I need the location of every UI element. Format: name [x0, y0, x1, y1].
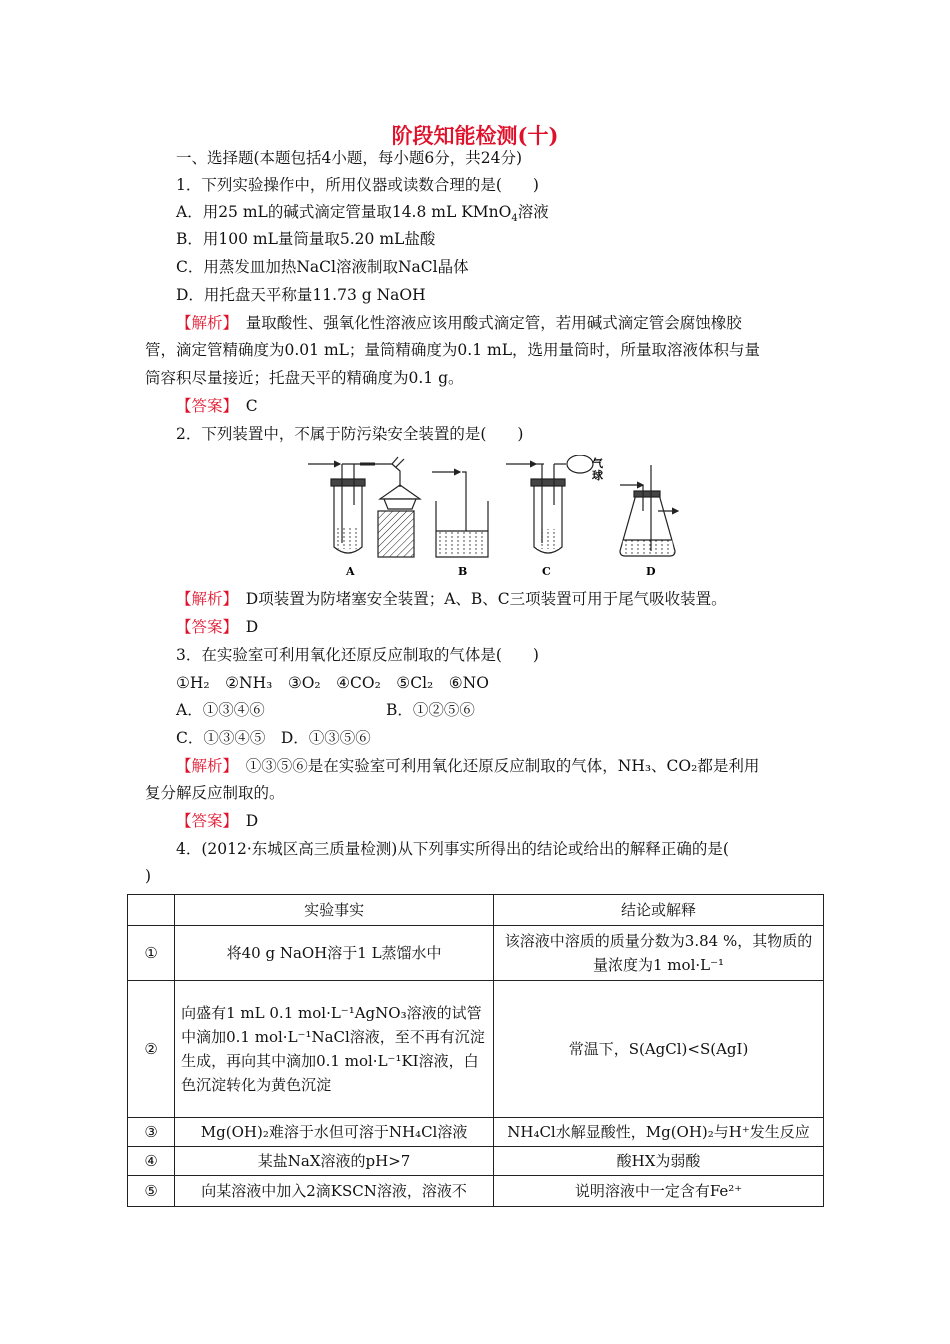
analysis-tag: 【解析】	[176, 314, 231, 332]
q3-option-b: B．①②⑤⑥	[386, 701, 475, 719]
q1-analysis-line3: 筒容积尽量接近；托盘天平的精确度为0.1 g。	[145, 369, 464, 387]
q1-option-a: A．用25 mL的碱式滴定管量取14.8 mL KMnO$_4$溶液	[176, 203, 549, 225]
q1-option-d: D．用托盘天平称量11.73 g NaOH	[176, 286, 426, 304]
q2-answer: 【答案】 D	[176, 618, 259, 636]
answer-tag: 【答案】	[176, 397, 231, 415]
table-row	[128, 1176, 824, 1207]
row-conclusion: 常温下，S(AgCl)<S(AgI)	[494, 981, 824, 1118]
table-row	[128, 1118, 824, 1147]
q1-analysis: 【解析】 量取酸性、强氧化性溶液应该用酸式滴定管，若用碱式滴定管会腐蚀橡胶	[176, 314, 742, 332]
header-cell: 结论或解释	[494, 895, 824, 926]
fig-label-c: C	[542, 565, 551, 578]
table-row	[128, 981, 824, 1118]
row-conclusion: 酸HX为弱酸	[494, 1147, 824, 1176]
apparatus-c	[506, 455, 593, 553]
table-header-row	[128, 895, 824, 926]
q3-answer: 【答案】 D	[176, 812, 259, 830]
q3-option-cd: C．①③④⑤ D．①③⑤⑥	[176, 729, 371, 747]
section-heading: 一、选择题(本题包括4小题，每小题6分，共24分)	[176, 149, 523, 167]
row-fact: 某盐NaX溶液的pH>7	[175, 1147, 494, 1176]
fig-label-a: A	[346, 565, 355, 578]
balloon-label-1: 气	[592, 457, 603, 470]
row-fact: 向盛有1 mL 0.1 mol·L⁻¹AgNO₃溶液的试管中滴加0.1 mol·L⁻¹NaCl溶液，至不再有沉淀生成，再向其中滴加0.1 mol·L⁻¹KI溶液，白色沉淀转化为黄色沉淀	[175, 981, 494, 1118]
row-fact: 向某溶液中加入2滴KSCN溶液，溶液不	[175, 1176, 494, 1207]
q3-analysis: 【解析】 ①③⑤⑥是在实验室可利用氧化还原反应制取的气体，NH₃、CO₂都是利用	[176, 757, 760, 775]
row-number: ⑤	[128, 1176, 175, 1207]
q2-analysis: 【解析】 D项装置为防堵塞安全装置；A、B、C三项装置可用于尾气吸收装置。	[176, 590, 727, 608]
apparatus-a	[308, 457, 420, 557]
fig-label-d: D	[646, 565, 656, 578]
table-row	[128, 1147, 824, 1176]
q4-stem-line2: )	[145, 867, 152, 885]
row-conclusion: 该溶液中溶质的质量分数为3.84 %，其物质的量浓度为1 mol·L⁻¹	[494, 926, 824, 981]
answer-tag: 【答案】	[176, 812, 231, 830]
q1-option-c: C．用蒸发皿加热NaCl溶液制取NaCl晶体	[176, 258, 469, 276]
apparatus-d	[620, 465, 678, 556]
answer-tag: 【答案】	[176, 618, 231, 636]
apparatus-figure	[300, 455, 690, 580]
fig-label-b: B	[458, 565, 468, 578]
row-number: ③	[128, 1118, 175, 1147]
row-conclusion: NH₄Cl水解显酸性，Mg(OH)₂与H⁺发生反应	[494, 1118, 824, 1147]
row-fact: 将40 g NaOH溶于1 L蒸馏水中	[175, 926, 494, 981]
header-cell	[128, 895, 175, 926]
q3-gases: ①H₂ ②NH₃ ③O₂ ④CO₂ ⑤Cl₂ ⑥NO	[176, 674, 489, 692]
row-number: ②	[128, 981, 175, 1118]
q2-stem: 2．下列装置中，不属于防污染安全装置的是( )	[176, 425, 524, 443]
balloon-label-2: 球	[592, 469, 603, 482]
q1-option-b: B．用100 mL量筒量取5.20 mL盐酸	[176, 230, 436, 248]
row-number: ④	[128, 1147, 175, 1176]
row-fact: Mg(OH)₂难溶于水但可溶于NH₄Cl溶液	[175, 1118, 494, 1147]
page-title: 阶段知能检测(十)	[391, 123, 559, 148]
analysis-tag: 【解析】	[176, 757, 231, 775]
apparatus-b	[432, 472, 488, 557]
q1-stem: 1．下列实验操作中，所用仪器或读数合理的是( )	[176, 176, 539, 194]
row-number: ①	[128, 926, 175, 981]
q3-option-a: A．①③④⑥	[176, 701, 265, 719]
facts-table	[127, 894, 824, 1207]
q1-analysis-line2: 管，滴定管精确度为0.01 mL；量筒精确度为0.1 mL，选用量筒时，所量取溶液体积与量	[145, 341, 760, 359]
q3-stem: 3．在实验室可利用氧化还原反应制取的气体是( )	[176, 646, 539, 664]
q4-stem: 4．(2012·东城区高三质量检测)从下列事实所得出的结论或给出的解释正确的是(	[176, 840, 729, 858]
analysis-tag: 【解析】	[176, 590, 231, 608]
q3-analysis-line2: 复分解反应制取的。	[145, 784, 285, 802]
row-conclusion: 说明溶液中一定含有Fe²⁺	[494, 1176, 824, 1207]
table-row	[128, 926, 824, 981]
header-cell: 实验事实	[175, 895, 494, 926]
q1-answer: 【答案】 C	[176, 397, 258, 415]
